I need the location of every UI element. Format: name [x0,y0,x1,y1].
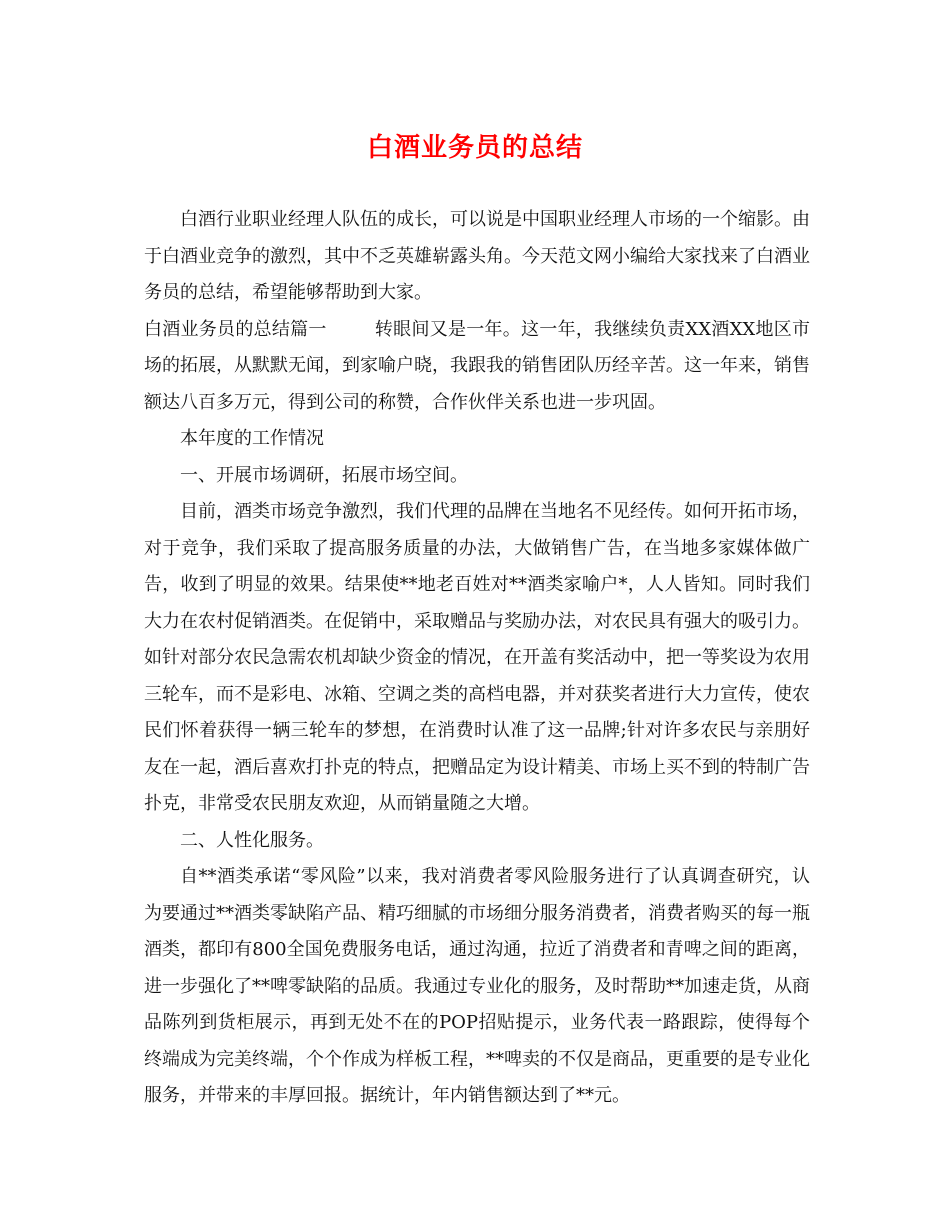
heading-work-status: 本年度的工作情况 [180,428,324,449]
document-body [144,202,810,1115]
humanized-service-paragraph: 自**酒类承诺“零风险”以来，我对消费者零风险服务进行了认真调查研究，认为要通过**酒类零缺陷产品、精巧细腻的市场细分服务消费者，消费者购买的每一瓶酒类，都印有800全国免费服务电话，通过沟通，拉近了消费者和青啤之间的距离，进一步强化了**啤零缺陷的品质。我通过专业化的服务，及时帮助**加速走货，从商品陈列到货柜展示，再到无处不在的POP招贴提示，业务代表一路跟踪，使得每个终端成为完美终端，个个作成为样板工程，**啤卖的不仅是商品，更重要的是专业化服务，并带来的丰厚回报。据统计，年内销售额达到了**元。 [144,866,810,1106]
document-title: 白酒业务员的总结 [366,133,583,163]
section-label: 白酒业务员的总结篇一 [144,318,327,340]
market-research-paragraph: 目前，酒类市场竞争激烈，我们代理的品牌在当地名不见经传。如何开拓市场，对于竞争，我们采取了提高服务质量的办法，大做销售广告，在当地多家媒体做广告，收到了明显的效果。结果使**地老百姓对**酒类家喻户*，人人皆知。同时我们大力在农村促销酒类。在促销中，采取赠品与奖励办法，对农民具有强大的吸引力。如针对部分农民急需农机却缺少资金的情况，在开盖有奖活动中，把一等奖设为农用三轮车，而不是彩电、冰箱、空调之类的高档电器，并对获奖者进行大力宣传，使农民们怀着获得一辆三轮车的梦想，在消费时认准了这一品牌;针对许多农民与亲朋好友在一起，酒后喜欢打扑克的特点，把赠品定为设计精美、市场上买不到的特制广告扑克，非常受农民朋友欢迎，从而销量随之大增。 [144,501,810,814]
heading-humanized-service: 二、人性化服务。 [180,829,324,851]
intro-paragraph: 白酒行业职业经理人队伍的成长，可以说是中国职业经理人市场的一个缩影。由于白酒业竞争的激烈，其中不乏英雄崭露头角。今天范文网小编给大家找来了白酒业务员的总结，希望能够帮助到大家。 [144,209,810,303]
section-one-paragraph [144,312,810,422]
heading-market-research: 一、开展市场调研，拓展市场空间。 [180,464,468,486]
section-first-text: 转眼间又是一年。这一年，我继续负责XX酒XX地区市场的拓展，从默默无闻，到家喻户晓，我跟我的销售团队历经辛苦。这一年来，销售额达八百多万元，得到公司的称赞，合作伙伴关系也进一步巩固。 [144,318,810,413]
